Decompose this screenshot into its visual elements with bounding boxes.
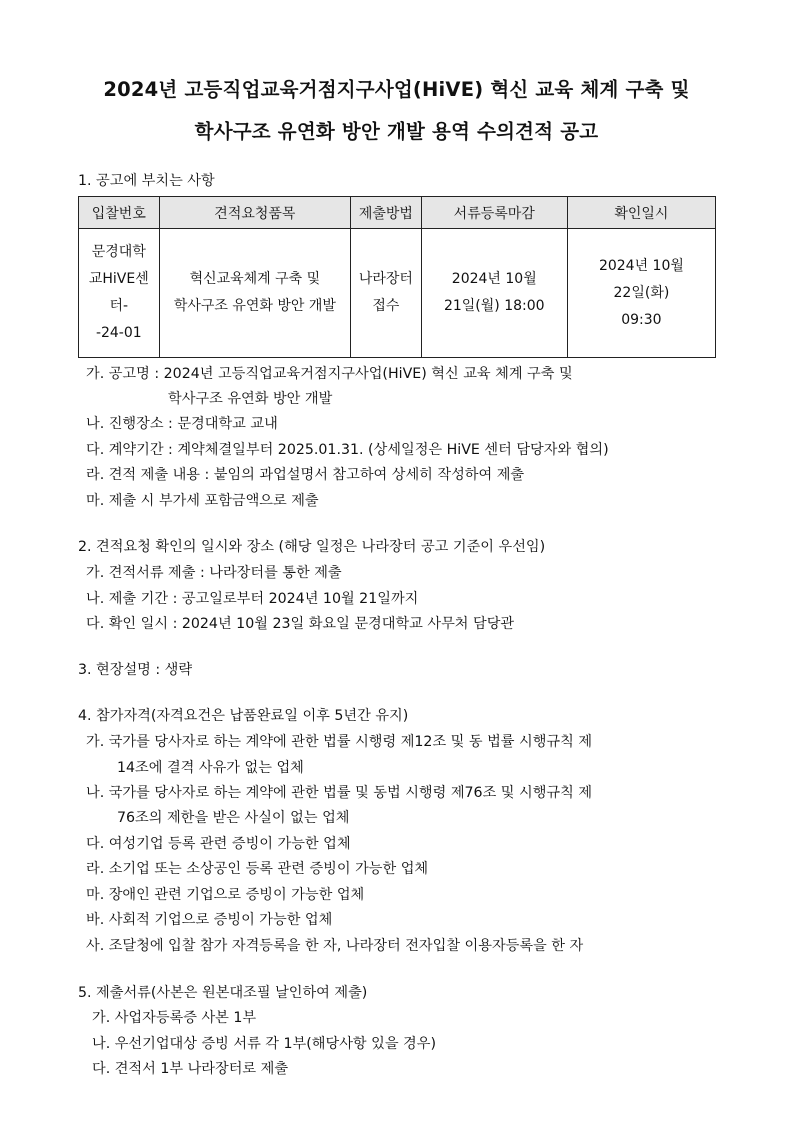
section1-heading: 1. 공고에 부치는 사항 [78,173,215,189]
confirm-line: 22일(화) [613,284,670,301]
header-confirm: 확인일시 [567,197,715,229]
cell-confirm [567,229,715,358]
list-item: 나. 진행장소 : 문경대학교 교내 [86,416,278,432]
confirm-line: 09:30 [621,311,662,328]
header-item: 견적요청품목 [159,197,351,229]
bid-no-line: 문경대학 [91,244,146,260]
header-bid-no: 입찰번호 [79,197,160,229]
list-item: 마. 장애인 관련 기업으로 증빙이 가능한 업체 [86,887,365,903]
section4-heading: 4. 참가자격(자격요건은 납품완료일 이후 5년간 유지) [78,708,409,724]
table-row [79,229,716,358]
section3-heading: 3. 현장설명 : 생략 [78,662,193,678]
list-item: 나. 제출 기간 : 공고일로부터 2024년 10월 21일까지 [86,591,419,607]
list-item: 다. 확인 일시 : 2024년 10월 23일 화요일 문경대학교 사무처 담당관 [86,616,515,632]
section5-heading: 5. 제출서류(사본은 원본대조필 날인하여 제출) [78,985,368,1001]
list-item: 나. 국가를 당사자로 하는 계약에 관한 법률 및 동법 시행령 제76조 및 시행규칙 제 [86,785,593,801]
list-item: 다. 여성기업 등록 관련 증빙이 가능한 업체 [86,836,351,852]
method-line: 나라장터 [358,271,413,287]
list-item: 학사구조 유연화 방안 개발 [168,391,333,407]
header-method: 제출방법 [351,197,422,229]
bid-no-line: 교HiVE센 [88,271,149,287]
table-header-row [79,197,716,229]
item-line: 학사구조 유연화 방안 개발 [173,298,336,314]
list-item: 14조에 결격 사유가 없는 업체 [117,760,304,776]
document-title-line1: 2024년 고등직업교육거점지구사업(HiVE) 혁신 교육 체계 구축 및 [103,78,690,101]
list-item: 라. 견적 제출 내용 : 붙임의 과업설명서 참고하여 상세히 작성하여 제출 [86,467,525,483]
list-item: 라. 소기업 또는 소상공인 등록 관련 증빙이 가능한 업체 [86,861,429,877]
cell-method [351,229,422,358]
deadline-line: 2024년 10월 [451,271,537,287]
bid-info-table [78,196,716,358]
bid-no-line: 터- [109,298,129,314]
list-item: 가. 사업자등록증 사본 1부 [92,1010,257,1026]
list-item: 가. 견적서류 제출 : 나라장터를 통한 제출 [86,565,342,581]
list-item: 다. 견적서 1부 나라장터로 제출 [92,1061,289,1077]
bid-no-line: -24-01 [95,325,142,341]
deadline-line: 21일(월) 18:00 [443,298,545,314]
cell-item [159,229,351,358]
header-deadline: 서류등록마감 [421,197,567,229]
section2-heading: 2. 견적요청 확인의 일시와 장소 (해당 일정은 나라장터 공고 기준이 우선임) [78,539,546,555]
list-item: 나. 우선기업대상 증빙 서류 각 1부(해당사항 있을 경우) [92,1036,436,1052]
cell-bid-no [79,229,160,358]
list-item: 바. 사회적 기업으로 증빙이 가능한 업체 [86,912,333,928]
list-item: 가. 국가를 당사자로 하는 계약에 관한 법률 시행령 제12조 및 동 법률 시행규칙 제 [86,734,593,750]
cell-deadline [421,229,567,358]
method-line: 접수 [372,298,400,314]
list-item: 마. 제출 시 부가세 포함금액으로 제출 [86,493,319,509]
list-item: 가. 공고명 : 2024년 고등직업교육거점지구사업(HiVE) 혁신 교육 체계 구축 및 [86,366,573,382]
item-line: 혁신교육체계 구축 및 [189,271,321,287]
list-item: 76조의 제한을 받은 사실이 없는 업체 [117,810,350,826]
confirm-line: 2024년 10월 [598,257,684,274]
list-item: 다. 계약기간 : 계약체결일부터 2025.01.31. (상세일정은 HiVE 센터 담당자와 협의) [86,442,609,458]
document-title-line2: 학사구조 유연화 방안 개발 용역 수의견적 공고 [194,120,599,143]
list-item: 사. 조달청에 입찰 참가 자격등록을 한 자, 나라장터 전자입찰 이용자등록을 한 자 [86,938,584,954]
